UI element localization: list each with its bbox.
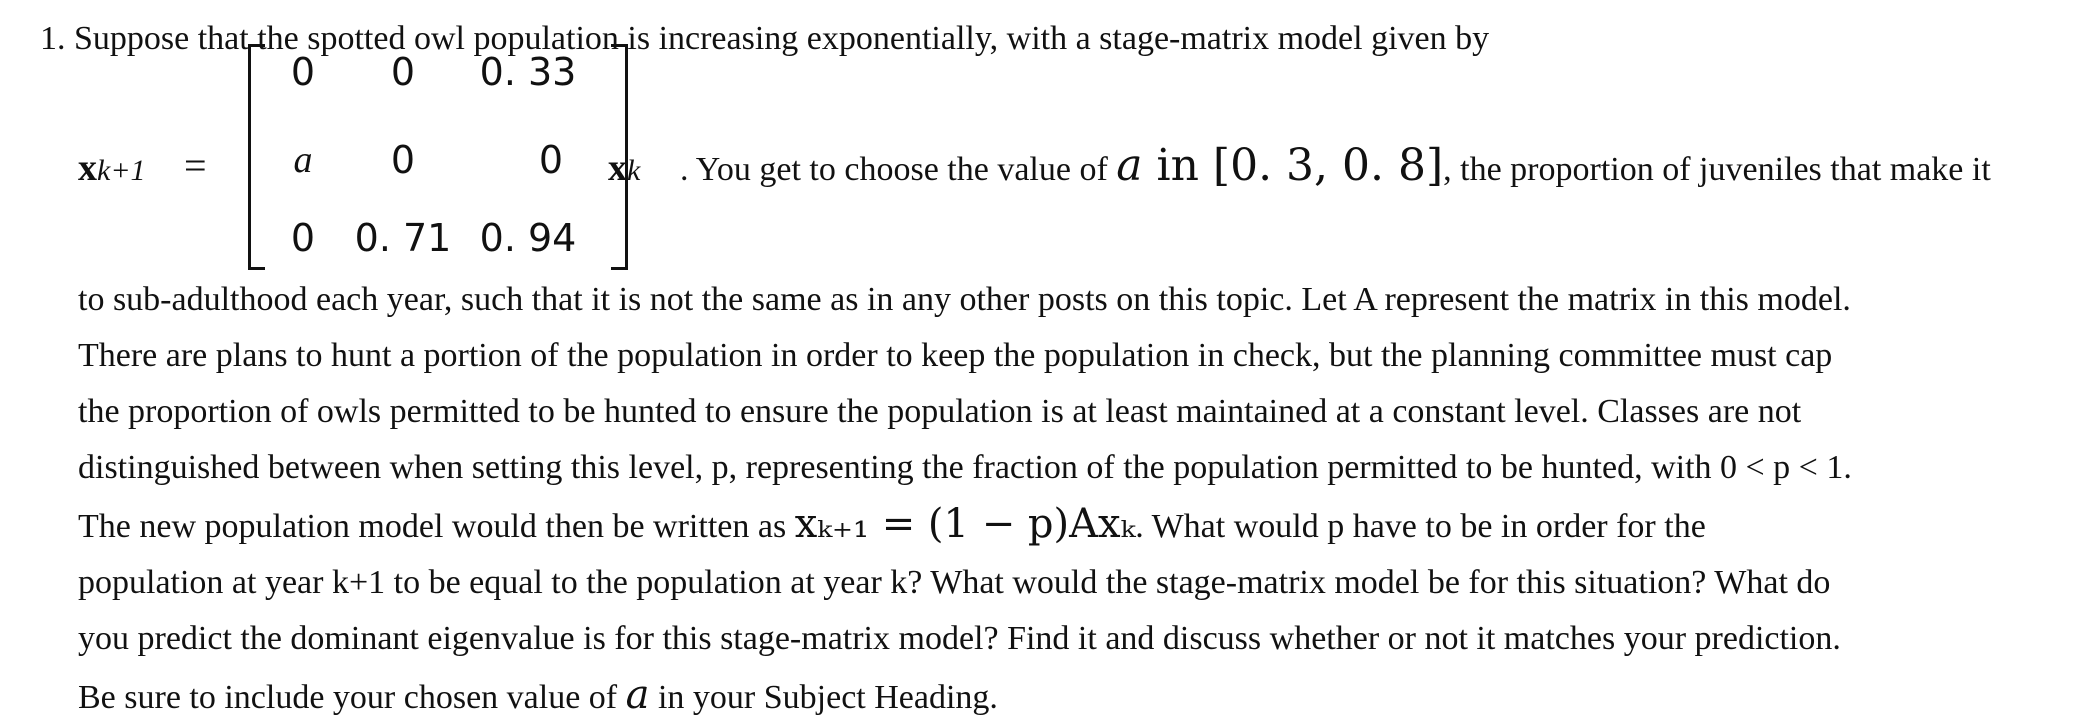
question-line-2: [680, 140, 1991, 191]
matrix-cell: 0. 94: [479, 216, 577, 260]
question-line-10: [78, 667, 2088, 726]
matrix-cell: a: [293, 139, 313, 181]
after-matrix-text: . You get to choose the value of: [680, 151, 1117, 188]
stage-matrix-equation: [78, 38, 2098, 268]
variable-a-final: a: [625, 672, 650, 718]
question-body: [78, 272, 2088, 726]
line-10-prefix: Be sure to include your chosen value of: [78, 679, 626, 716]
after-interval-text: , the proportion of juveniles that make it: [1443, 151, 1991, 188]
question-line-4: There are plans to hunt a portion of the population in order to keep the population in check, but the planning committee must cap: [78, 337, 1833, 374]
line-7-prefix: The new population model would then be written as: [78, 508, 795, 545]
question-line-5: the proportion of owls permitted to be hunted to ensure the population is at least maintained at a constant level. Classes are not: [78, 393, 1802, 430]
rhs-subscript: k: [627, 154, 641, 187]
matrix-cell: 0: [290, 50, 316, 94]
question-line-7: [78, 496, 2088, 555]
matrix-cell: 0: [390, 50, 416, 94]
in-word: in: [1142, 140, 1213, 191]
lhs-x: x: [78, 147, 97, 189]
lhs-subscript: k+1: [97, 154, 146, 187]
line-10-suffix: in your Subject Heading.: [649, 679, 998, 716]
lhs-vector: [78, 146, 146, 190]
equals-sign: =: [184, 143, 207, 188]
question-line-1: 1. Suppose that the spotted owl population is increasing exponentially, with a stage-matrix model given by: [40, 20, 1490, 57]
matrix-cell: 0: [538, 138, 564, 182]
stage-matrix: [248, 38, 628, 268]
rhs-x: x: [608, 147, 627, 189]
question-line-9: you predict the dominant eigenvalue is for this stage-matrix model? Find it and discuss whether or not it matches your prediction.: [78, 620, 1841, 657]
rhs-vector: [608, 146, 640, 190]
matrix-cell: 0. 71: [354, 216, 452, 260]
question-line-3: to sub-adulthood each year, such that it is not the same as in any other posts on this topic. Let A represent the matrix in this model.: [78, 281, 1851, 318]
hunted-model-equation: xₖ₊₁ = (1 − p)Axₖ: [794, 501, 1136, 547]
interval: [0. 3, 0. 8]: [1212, 140, 1444, 191]
question-line-8: population at year k+1 to be equal to the population at year k? What would the stage-matrix model be for this situation? What do: [78, 564, 1831, 601]
question-line-6: distinguished between when setting this level, p, representing the fraction of the population permitted to be hunted, with 0 < p < 1.: [78, 449, 1852, 486]
matrix-cell: 0: [390, 138, 416, 182]
matrix-cell: 0: [290, 216, 316, 260]
line-7-suffix: . What would p have to be in order for the: [1135, 508, 1706, 545]
matrix-cell: 0. 33: [479, 50, 577, 94]
variable-a: a: [1116, 140, 1143, 191]
